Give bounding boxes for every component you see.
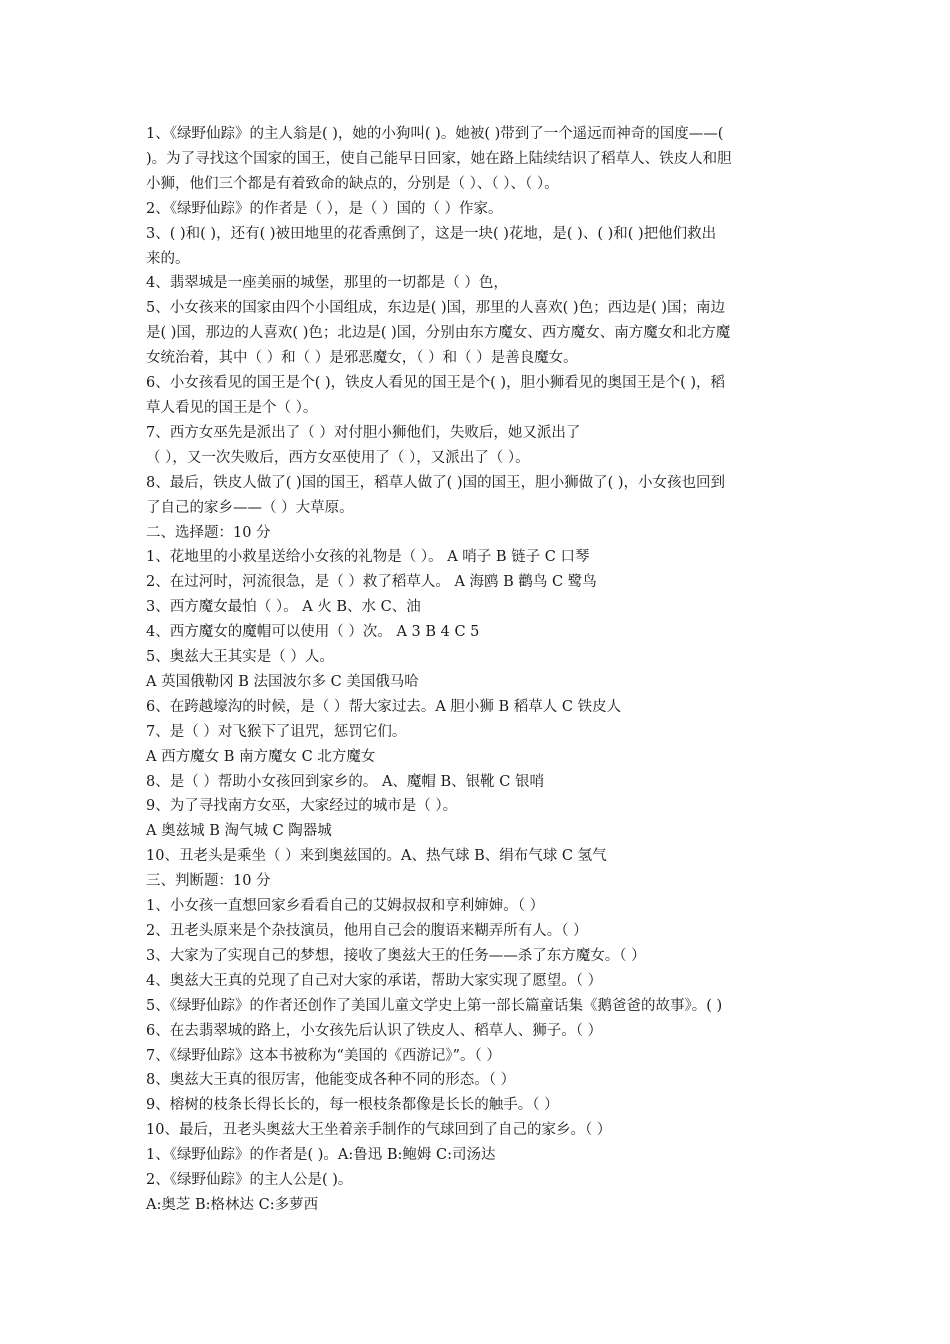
text-line: 6、小女孩看见的国王是个( )，铁皮人看见的国王是个( )，胆小狮看见的奥国王是个( )，稻 <box>146 375 725 392</box>
text-line: 6、在去翡翠城的路上，小女孩先后认识了铁皮人、稻草人、狮子。（ ） <box>146 1022 603 1039</box>
text-line: 5、小女孩来的国家由四个小国组成，东边是( )国，那里的人喜欢( )色；西边是( )国；南边 <box>146 300 725 317</box>
text-line: 1、花地里的小救星送给小女孩的礼物是（ ）。 A 哨子 B 链子 C 口琴 <box>146 549 590 566</box>
text-line: 5、奥兹大王其实是（ ）人。 <box>146 649 334 666</box>
text-line: 10、丑老头是乘坐（ ）来到奥兹国的。A、热气球 B、绢布气球 C 氢气 <box>146 848 607 865</box>
text-line: 4、西方魔女的魔帽可以使用（ ）次。 A 3 B 4 C 5 <box>146 624 480 641</box>
text-line: 8、奥兹大王真的很厉害，他能变成各种不同的形态。（ ） <box>146 1072 516 1089</box>
text-line: （ ），又一次失败后，西方女巫使用了（ ），又派出了（ ）。 <box>146 449 530 466</box>
text-line: 了自己的家乡——（ ）大草原。 <box>146 499 354 516</box>
text-line: 9、榕树的枝条长得长长的，每一根枝条都像是长长的触手。（ ） <box>146 1097 559 1114</box>
text-line: 1、小女孩一直想回家乡看看自己的艾姆叔叔和亨利婶婶。（ ） <box>146 898 545 915</box>
text-line: 1、《绿野仙踪》的作者是( )。A:鲁迅 B:鲍姆 C:司汤达 <box>146 1147 496 1164</box>
text-line: 是( )国，那边的人喜欢( )色；北边是( )国，分别由东方魔女、西方魔女、南方魔女和北方魔 <box>146 325 731 342</box>
text-line: 10、最后，丑老头奥兹大王坐着亲手制作的气球回到了自己的家乡。（ ） <box>146 1122 612 1139</box>
text-line: 1、《绿野仙踪》的主人翁是( )，她的小狗叫( )。她被( )带到了一个遥远而神奇的国度——( <box>146 126 724 142</box>
text-line: 6、在跨越壕沟的时候，是（ ）帮大家过去。A 胆小狮 B 稻草人 C 铁皮人 <box>146 698 622 715</box>
text-line: 2、《绿野仙踪》的主人公是( )。 <box>146 1172 353 1189</box>
text-line: A 英国俄勒冈 B 法国波尔多 C 美国俄马哈 <box>146 673 419 690</box>
text-line: 7、是（ ）对飞猴下了诅咒，惩罚它们。 <box>146 723 407 740</box>
text-line: 2、在过河时，河流很急，是（ ）救了稻草人。 A 海鸥 B 鹳鸟 C 鹭鸟 <box>146 574 597 591</box>
text-line: 3、( )和( )，还有( )被田地里的花香熏倒了，这是一块( )花地，是( )、( )和( )把他们救出 <box>146 225 717 242</box>
text-line: 来的。 <box>146 250 190 267</box>
text-line: 4、翡翠城是一座美丽的城堡，那里的一切都是（ ）色， <box>146 275 508 292</box>
text-line: 7、《绿野仙踪》这本书被称为“美国的《西游记》”。（ ） <box>146 1047 501 1064</box>
text-line: 8、最后，铁皮人做了( )国的国王，稻草人做了( )国的国王，胆小狮做了( )，小女孩也回到 <box>146 474 725 491</box>
text-line: 小狮，他们三个都是有着致命的缺点的，分别是（ ）、（ ）、（ ）。 <box>146 175 559 192</box>
text-line: A 奥兹城 B 淘气城 C 陶器城 <box>146 823 332 840</box>
text-line: 7、西方女巫先是派出了（ ）对付胆小狮他们，失败后，她又派出了 <box>146 424 581 441</box>
text-line: 女统治着，其中（ ）和（ ）是邪恶魔女，（ ）和（ ）是善良魔女。 <box>146 350 578 367</box>
text-line: )。为了寻找这个国家的国王，使自己能早日回家，她在路上陆续结识了稻草人、铁皮人和胆 <box>146 150 732 167</box>
text-line: A 西方魔女 B 南方魔女 C 北方魔女 <box>146 748 376 765</box>
text-line: 4、奥兹大王真的兑现了自己对大家的承诺，帮助大家实现了愿望。（ ） <box>146 972 603 989</box>
document-page <box>146 122 810 1218</box>
section-heading-multiple-choice: 二、选择题：10 分 <box>146 524 271 541</box>
text-line: 草人看见的国王是个（ ）。 <box>146 399 318 416</box>
text-line: A:奥芝 B:格林达 C:多萝西 <box>146 1196 319 1213</box>
text-line: 3、西方魔女最怕（ ）。 A 火 B、水 C、油 <box>146 599 421 616</box>
section-heading-true-false: 三、判断题：10 分 <box>146 873 271 890</box>
text-line: 5、《绿野仙踪》的作者还创作了美国儿童文学史上第一部长篇童话集《鹅爸爸的故事》。( ) <box>146 997 723 1014</box>
text-line: 9、为了寻找南方女巫，大家经过的城市是（ ）。 <box>146 798 458 815</box>
text-line: 8、是（ ）帮助小女孩回到家乡的。 A、魔帽 B、银靴 C 银哨 <box>146 773 544 790</box>
text-line: 3、大家为了实现自己的梦想，接收了奥兹大王的任务——杀了东方魔女。（ ） <box>146 947 646 964</box>
text-line: 2、丑老头原来是个杂技演员，他用自己会的腹语来糊弄所有人。（ ） <box>146 923 588 939</box>
text-line: 2、《绿野仙踪》的作者是（ ），是（ ）国的（ ）作家。 <box>146 200 503 217</box>
